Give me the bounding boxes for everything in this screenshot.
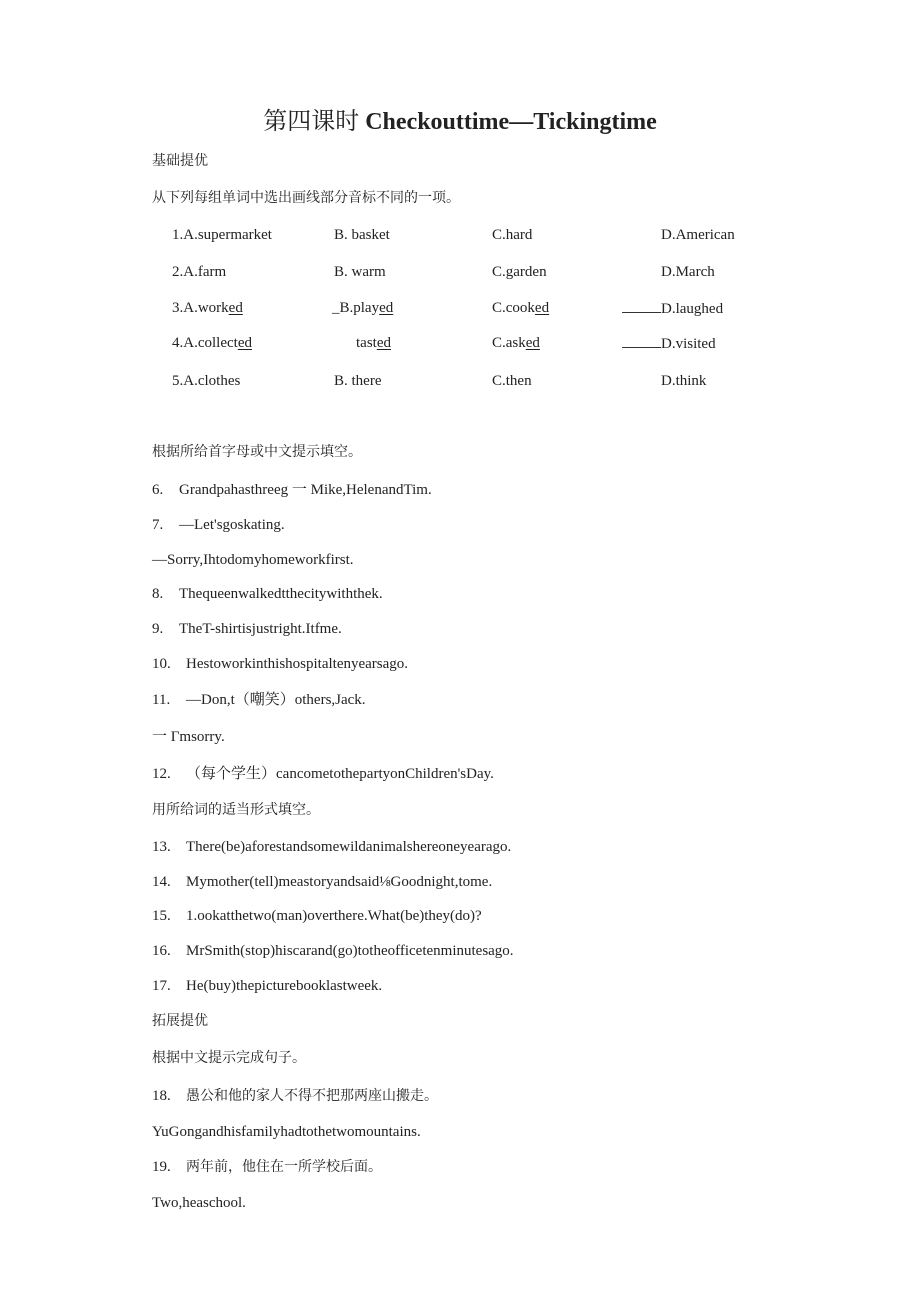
q13-text: There(be)aforestandsomewildanimalshereoneyearago. xyxy=(186,839,512,855)
q2-option-d: D.March xyxy=(661,264,715,280)
q5-option-c: C.then xyxy=(492,373,532,389)
q11-text: —Don,t（嘲笑）others,Jack. xyxy=(186,692,366,708)
q18-number: 18. xyxy=(152,1088,171,1104)
q3-d-text: D.laughed xyxy=(661,301,724,317)
q3-b-underlined: ed xyxy=(379,300,394,316)
q4-option-a xyxy=(172,333,252,353)
q2-option-c: C.garden xyxy=(492,264,547,280)
q19-number: 19. xyxy=(152,1159,171,1175)
q3-a-stem: 3.A.work xyxy=(172,300,229,316)
q4-c-underlined: ed xyxy=(525,335,540,351)
q4-option-b xyxy=(356,333,391,353)
q16-number: 16. xyxy=(152,943,171,959)
q7-number: 7. xyxy=(152,517,164,533)
q5-option-b: B. there xyxy=(334,373,382,389)
q19-prompt: 两年前，他住在一所学校后面。 xyxy=(186,1159,382,1175)
q4-c-stem: C.ask xyxy=(492,335,526,351)
q18-sentence: YuGongandhisfamilyhadtothetwomountains. xyxy=(152,1124,421,1140)
q3-blank xyxy=(622,298,661,313)
q6-text: Grandpahasthreeg 一 Mike,HelenandTim. xyxy=(179,482,432,498)
q14-number: 14. xyxy=(152,874,171,890)
q15-text: 1.ookatthetwo(man)overthere.What(be)they(do)? xyxy=(186,908,482,924)
title-cn: 第四课时 xyxy=(263,109,366,135)
q3-a-underlined: ed xyxy=(228,300,243,316)
q16-text: MrSmith(stop)hiscarand(go)totheofficetenminutesago. xyxy=(186,943,514,959)
section-basic: 基础提优 xyxy=(152,153,208,169)
q4-option-d xyxy=(622,333,716,354)
q4-d-text: D.visited xyxy=(661,336,716,352)
q5-option-d: D.think xyxy=(661,373,707,389)
q17-text: He(buy)thepicturebooklastweek. xyxy=(186,978,383,994)
q12-number: 12. xyxy=(152,766,171,782)
q17-number: 17. xyxy=(152,978,171,994)
q5-option-a: 5.A.clothes xyxy=(172,373,241,389)
q1-option-d: D.American xyxy=(661,227,735,243)
q1-option-b: B. basket xyxy=(334,227,390,243)
q4-a-stem: 4.A.collect xyxy=(172,335,238,351)
q9-text: TheT-shirtisjustright.Itfme. xyxy=(179,621,342,637)
q3-option-d xyxy=(622,298,723,319)
page-title xyxy=(0,101,920,136)
q12-text: （每个学生）cancometothepartyonChildren'sDay. xyxy=(186,766,494,782)
instruction-2: 根据所给首字母或中文提示填空。 xyxy=(152,444,362,460)
q1-option-c: C.hard xyxy=(492,227,533,243)
q14-text: Mymother(tell)meastoryandsaid⅛Goodnight,tome. xyxy=(186,874,493,890)
section-extension: 拓展提优 xyxy=(152,1013,208,1029)
q9-number: 9. xyxy=(152,621,164,637)
q2-option-a: 2.A.farm xyxy=(172,264,227,280)
q3-option-a xyxy=(172,298,243,318)
q13-number: 13. xyxy=(152,839,171,855)
q3-b-stem: _B.play xyxy=(332,300,380,316)
q3-c-underlined: ed xyxy=(534,300,550,316)
q8-text: Thequeenwalkedtthecitywiththek. xyxy=(179,586,383,602)
q4-a-underlined: ed xyxy=(237,335,252,351)
instruction-1: 从下列每组单词中选出画线部分音标不同的一项。 xyxy=(152,190,460,206)
title-en: Checkouttime—Tickingtime xyxy=(365,109,657,135)
q11-reply: 一 Γmsorry. xyxy=(152,729,225,745)
q15-number: 15. xyxy=(152,908,171,924)
instruction-3: 用所给词的适当形式填空。 xyxy=(152,802,320,818)
q11-number: 11. xyxy=(152,692,171,708)
q19-sentence: Two,heaschool. xyxy=(152,1195,246,1211)
q7-text: —Let'sgoskating. xyxy=(179,517,285,533)
q2-option-b: B. warm xyxy=(334,264,386,280)
q4-option-c xyxy=(492,333,540,353)
q18-prompt: 愚公和他的家人不得不把那两座山搬走。 xyxy=(186,1088,438,1104)
q3-c-stem: C.cook xyxy=(492,300,535,316)
q10-text: Hestoworkinthishospitaltenyearsago. xyxy=(186,656,409,672)
q4-blank xyxy=(622,333,661,348)
q7-reply: —Sorry,Ihtodomyhomeworkfirst. xyxy=(152,552,354,568)
q8-number: 8. xyxy=(152,586,164,602)
q4-b-underlined: ed xyxy=(376,335,392,351)
q4-b-stem: tast xyxy=(356,335,377,351)
instruction-4: 根据中文提示完成句子。 xyxy=(152,1050,306,1066)
q6-number: 6. xyxy=(152,482,164,498)
q10-number: 10. xyxy=(152,656,171,672)
q3-option-b xyxy=(332,298,393,318)
q1-option-a: 1.A.supermarket xyxy=(172,227,272,243)
q3-option-c xyxy=(492,298,549,318)
